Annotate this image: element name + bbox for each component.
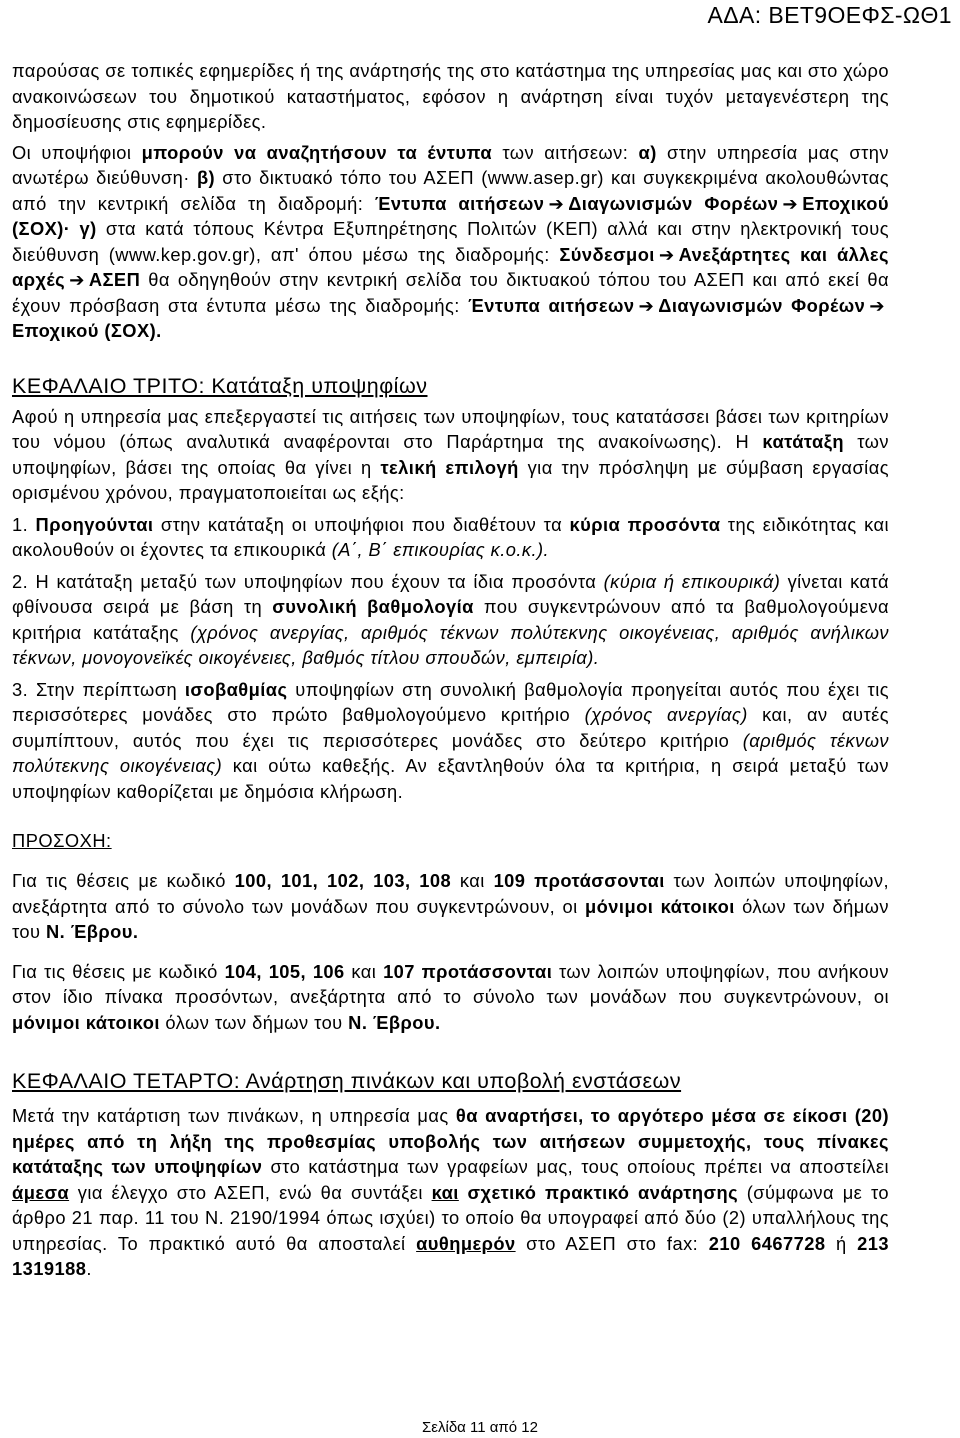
- path-step: Εποχικού (ΣΟΧ).: [12, 320, 162, 341]
- fax-number: 213 1319188: [12, 1232, 889, 1279]
- text: και, αν αυτές συμπίπτουν, αυτός που έχει τις περισσότερες μονάδες στο δεύτερο κριτήριο: [12, 704, 889, 751]
- attention-paragraph-1: [12, 868, 889, 945]
- text: (σύμφωνα με το άρθρο 21 παρ. 11 του Ν. 2190/1994 όπως ισχύει) το οποίο θα υπογραφεί από δύο (2) υπαλλήλους της υπηρεσίας. Το πρακτικό αυτό θα αποσταλεί: [12, 1181, 889, 1254]
- text-bold: μόνιμοι κάτοικοι: [12, 1011, 160, 1033]
- text: στην υπηρεσία μας στην ανωτέρω διεύθυνση·: [12, 141, 890, 188]
- arrow-right-icon: ➔: [69, 269, 85, 290]
- text: των λοιπών υποψηφίων, που ανήκουν στον ίδιο πίνακα προσόντων, ανεξάρτητα από το σύνολο των μονάδων που συγκεντρώνουν, οι: [12, 960, 889, 1007]
- path-step: Διαγωνισμών Φορέων: [568, 192, 779, 214]
- arrow-right-icon: ➔: [638, 294, 655, 316]
- text: όλων των δήμων του: [159, 1011, 349, 1033]
- text-bold: β): [196, 167, 216, 188]
- arrow-right-icon: ➔: [869, 294, 885, 316]
- text-bold: συνολική βαθμολογία: [272, 596, 474, 617]
- paragraph-ranking-intro: [12, 404, 889, 506]
- text: Για τις θέσεις με κωδικό: [12, 960, 225, 982]
- text-bold: 100, 101, 102, 103, 108: [234, 870, 452, 891]
- text: γίνεται κατά φθίνουσα σειρά με βάση τη: [12, 570, 889, 617]
- text: στην κατάταξη οι υποψήφιοι που διαθέτουν τα: [153, 513, 570, 535]
- fax-number: 210 6467728: [708, 1232, 826, 1254]
- text: των αιτήσεων:: [492, 141, 639, 163]
- text: των λοιπών υποψηφίων, ανεξάρτητα από το σύνολο των μονάδων που συγκεντρώνουν, οι: [12, 870, 889, 917]
- text: Αφού η υπηρεσία μας επεξεργαστεί τις αιτήσεις των υποψηφίων, τους κατατάσσει βάσει των κριτηρίων του νόμου (όπως αναλυτικά αναφέρονται στο Παράρτημα της ανακοίνωσης). Η: [12, 405, 889, 452]
- text-bold: Προηγούνται: [35, 513, 154, 535]
- text: Για τις θέσεις με κωδικό: [12, 870, 235, 891]
- attention-paragraph-2: [12, 959, 889, 1036]
- text-bold: 104, 105, 106: [224, 960, 345, 982]
- text-bold: Ν. Έβρου.: [348, 1011, 441, 1033]
- ranking-item-3: [12, 677, 889, 805]
- ranking-item-2: [12, 569, 889, 671]
- path-step: Έντυπα αιτήσεων: [468, 294, 635, 316]
- text-bold: μπορούν να αναζητήσουν τα έντυπα: [141, 141, 493, 163]
- text-italic: (χρόνος ανεργίας, αριθμός τέκνων πολύτεκνης οικογένειας, αριθμός ανήλικων τέκνων, μονογονεϊκές οικογένειες, βαθμός τίτλου σπουδών, εμπειρία).: [12, 621, 889, 668]
- arrow-right-icon: ➔: [782, 192, 799, 214]
- text-bold: 107 προτάσσονται: [383, 960, 553, 982]
- text: για έλεγχο στο ΑΣΕΠ, ενώ θα συντάξει: [69, 1181, 432, 1203]
- text-bold-underlined: αυθημερόν: [416, 1232, 516, 1254]
- ada-code: ΑΔΑ: ΒΕΤ9ΟΕΦΣ-ΩΘ1: [707, 2, 952, 28]
- text-bold: μόνιμοι κάτοικοι: [585, 895, 735, 917]
- text: υποψηφίων στη συνολική βαθμολογία προηγείται αυτός που έχει τις περισσότερες μονάδες στο πρώτο βαθμολογούμενο κριτήριο: [12, 678, 889, 725]
- text-bold-underlined: άμεσα: [12, 1181, 70, 1203]
- path-step: Σύνδεσμοι: [559, 243, 655, 265]
- text: όλων των δήμων του: [12, 895, 889, 942]
- path-step: Έντυπα αιτήσεων: [374, 192, 545, 214]
- text: στο δικτυακό τόπο του ΑΣΕΠ (www.asep.gr) και συγκεκριμένα ακολουθώντας από την κεντρική σελίδα τη διαδρομή:: [12, 167, 889, 214]
- text: που συγκεντρώνουν από τα βαθμολογούμενα κριτήρια κατάταξης: [12, 596, 889, 643]
- paragraph-forms-availability: [12, 140, 889, 344]
- text: 1.: [12, 513, 36, 535]
- text: στα κατά τόπους Κέντρα Εξυπηρέτησης Πολιτών (ΚΕΠ) αλλά και στην ηλεκτρονική τους διεύθυνση (www.kep.gov.gr), απ' όπου μέσω της διαδρομής:: [12, 218, 890, 265]
- text-italic: (αριθμός τέκνων πολύτεκνης οικογένειας): [12, 729, 889, 776]
- document-body: [12, 58, 889, 1282]
- text: .: [86, 1258, 92, 1279]
- chapter-3-heading: ΚΕΦΑΛΑΙΟ ΤΡΙΤΟ: Κατάταξη υποψηφίων: [12, 373, 428, 398]
- text-bold: θα αναρτήσει, το αργότερο μέσα σε είκοσι (20) ημέρες από τη λήξη της προθεσμίας υποβολής των αιτήσεων συμμετοχής, τους πίνακες κατάταξης των υποψηφίων: [12, 1105, 890, 1177]
- ranking-item-1: [12, 512, 889, 563]
- text-bold: 109 προτάσσονται: [493, 870, 665, 891]
- path-step: Εποχικού (ΣΟΧ)· γ): [12, 192, 889, 239]
- path-step: Διαγωνισμών Φορέων: [658, 294, 866, 316]
- page-number: Σελίδα 11 από 12: [422, 1419, 538, 1436]
- text-bold: κύρια προσόντα: [569, 513, 721, 535]
- text-bold: Ν. Έβρου.: [46, 921, 139, 942]
- text-italic: (κύρια ή επικουρικά): [603, 570, 781, 592]
- text: 3. Στην περίπτωση: [12, 678, 185, 700]
- text: παρούσας σε τοπικές εφημερίδες ή της ανάρτησής της στο κατάστημα της υπηρεσίας μας και στο χώρο ανακοινώσεων του δημοτικού καταστήματος, εφόσον η ανάρτηση είναι τυχόν μεταγενέστερη της δημοσίευσης στις εφημερίδες.: [12, 60, 889, 132]
- attention-heading: ΠΡΟΣΟΧΗ:: [12, 830, 112, 851]
- path-step: ΑΣΕΠ: [88, 269, 141, 290]
- text: ή: [825, 1232, 858, 1254]
- text: Μετά την κατάρτιση των πινάκων, η υπηρεσία μας: [12, 1105, 456, 1126]
- text: 2. Η κατάταξη μεταξύ των υποψηφίων που έχουν τα ίδια προσόντα: [12, 570, 604, 592]
- text-italic: (Α΄, Β΄ επικουρίας κ.ο.κ.).: [331, 539, 550, 560]
- text: των υποψηφίων, βάσει της οποίας θα γίνει η: [12, 431, 889, 478]
- path-step: Ανεξάρτητες και άλλες αρχές: [12, 243, 889, 290]
- chapter-4-heading: ΚΕΦΑΛΑΙΟ ΤΕΤΑΡΤΟ: Ανάρτηση πινάκων και υποβολή ενστάσεων: [12, 1069, 682, 1093]
- text: και: [451, 870, 494, 891]
- paragraph-posting-tables: [12, 1103, 889, 1282]
- text-bold: α): [638, 141, 657, 163]
- text: στο κατάστημα των γραφείων μας, τους οποίους πρέπει να αποστείλει: [262, 1156, 889, 1177]
- text-bold: ισοβαθμίας: [184, 678, 288, 700]
- text-italic: (χρόνος ανεργίας): [584, 704, 748, 725]
- text: της ειδικότητας και ακολουθούν οι έχοντες τα επικουρικά: [12, 513, 889, 560]
- text: και: [344, 960, 384, 982]
- arrow-right-icon: ➔: [658, 243, 675, 265]
- text: Οι υποψήφιοι: [12, 141, 142, 163]
- text: στο ΑΣΕΠ στο fax:: [515, 1232, 709, 1254]
- text-bold: σχετικό πρακτικό ανάρτησης: [467, 1181, 739, 1203]
- text-bold-underlined: και: [431, 1181, 459, 1203]
- text-bold: τελική επιλογή: [380, 456, 519, 478]
- text: για την πρόσληψη με σύμβαση εργασίας ορισμένου χρόνου, πραγματοποιείται ως εξής:: [12, 456, 889, 503]
- arrow-right-icon: ➔: [548, 192, 565, 214]
- text-bold: κατάταξη: [762, 431, 844, 452]
- text: [459, 1182, 468, 1203]
- text: θα οδηγηθούν στην κεντρική σελίδα του δικτυακού τόπου του ΑΣΕΠ και από εκεί θα έχουν πρόσβαση στα έντυπα μέσω της διαδρομής:: [12, 269, 889, 316]
- text: και ούτω καθεξής. Αν εξαντληθούν όλα τα κριτήρια, η σειρά μεταξύ των υποψηφίων καθορίζεται με δημόσια κλήρωση.: [12, 755, 889, 802]
- paragraph-publication: [12, 58, 889, 135]
